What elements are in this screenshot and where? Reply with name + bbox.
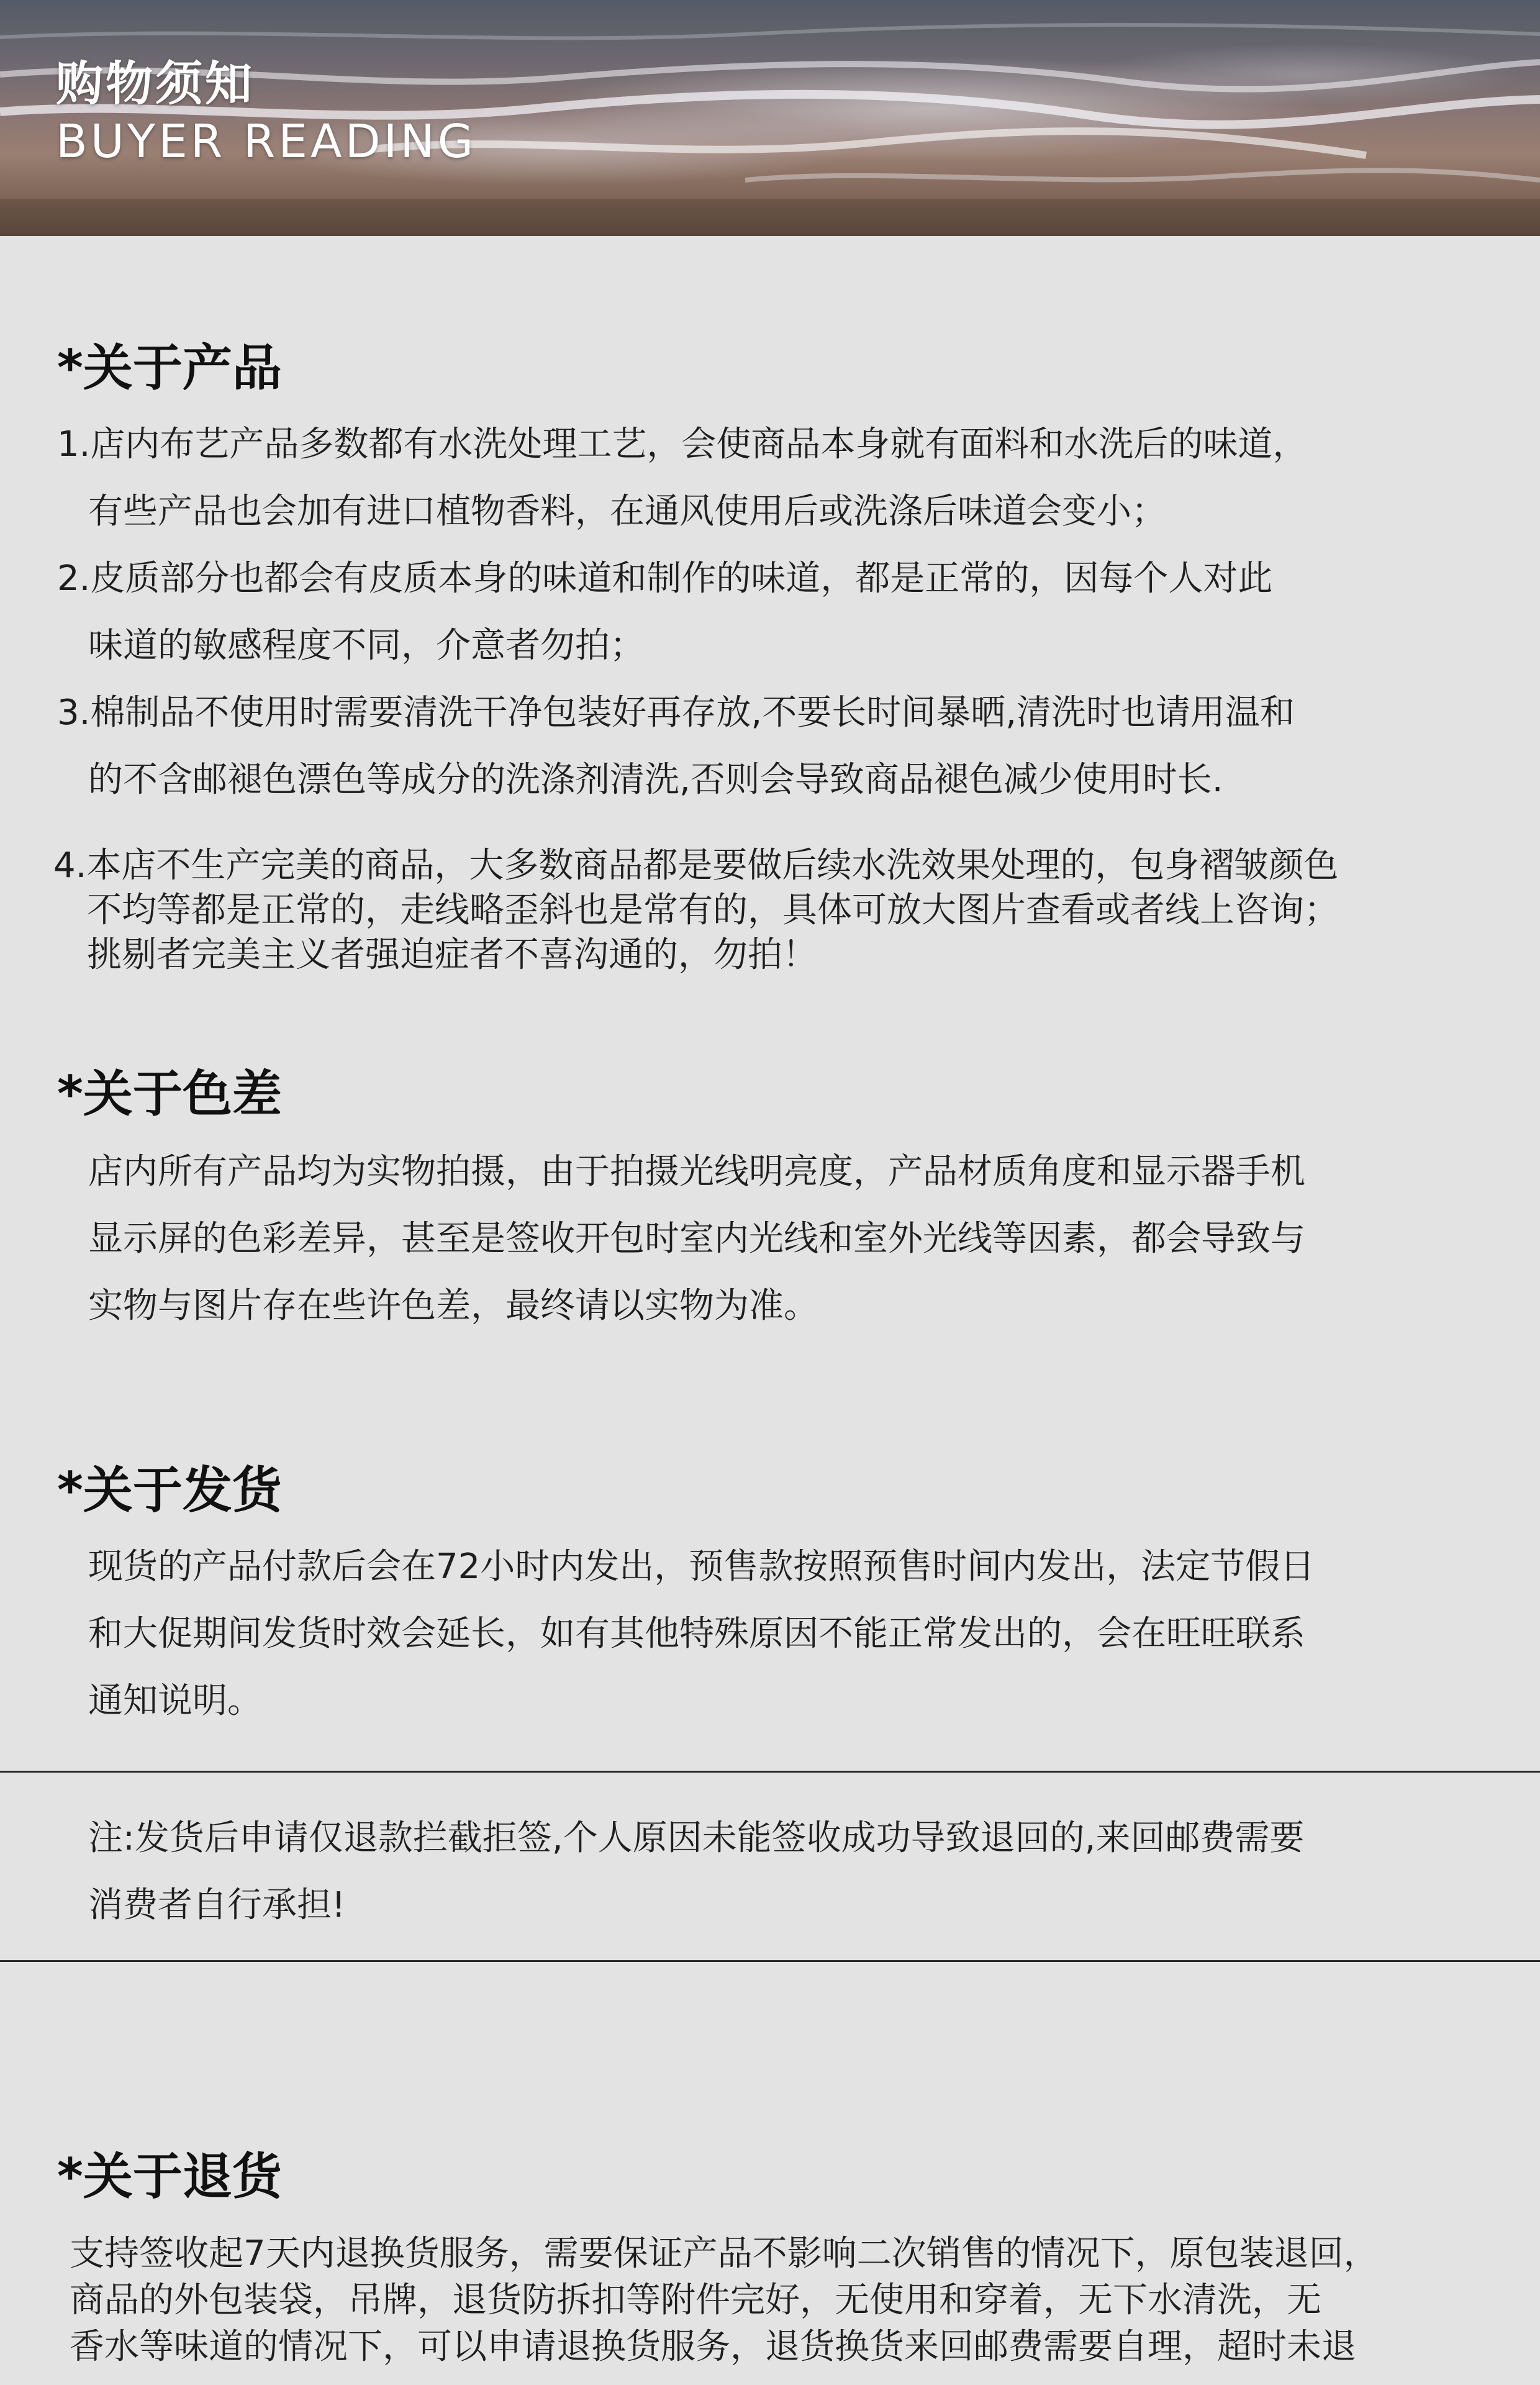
banner-subtitle: BUYER READING [56,115,477,168]
shipping-note-line-2: 消费者自行承担! [88,1885,346,1925]
product-item-2-line-1: 2.皮质部分也都会有皮质本身的味道和制作的味道，都是正常的，因每个人对此 [57,558,1273,599]
color-line-1: 店内所有产品均为实物拍摄，由于拍摄光线明亮度，产品材质角度和显示器手机 [88,1152,1305,1192]
section-heading-returns: *关于退货 [57,2148,282,2206]
divider-bottom [0,1960,1540,1962]
product-item-4-line-2: 不均等都是正常的，走线略歪斜也是常有的，具体可放大图片查看或者线上咨询； [87,890,1339,930]
returns-line-2: 商品的外包装袋，吊牌，退货防拆扣等附件完好，无使用和穿着，无下水清洗，无 [70,2280,1321,2320]
product-item-4-line-1: 4.本店不生产完美的商品，大多数商品都是要做后续水洗效果处理的，包身褶皱颜色 [53,845,1339,886]
section-heading-color: *关于色差 [57,1065,282,1123]
product-item-1-line-2: 有些产品也会加有进口植物香料，在通风使用后或洗涤后味道会变小； [88,491,1166,532]
header-banner [0,0,1540,236]
shipping-note-line-1: 注:发货后申请仅退款拦截拒签,个人原因未能签收成功导致退回的,来回邮费需要 [88,1818,1305,1858]
color-line-2: 显示屏的色彩差异，甚至是签收开包时室内光线和室外光线等因素，都会导致与 [88,1219,1305,1259]
product-item-3-line-1: 3.棉制品不使用时需要清洗干净包装好再存放,不要长时间暴晒,清洗时也请用温和 [57,693,1295,733]
shipping-line-2: 和大促期间发货时效会延长，如有其他特殊原因不能正常发出的，会在旺旺联系 [88,1614,1305,1654]
banner-title: 购物须知 [56,56,255,111]
divider-top [0,1771,1540,1773]
section-heading-shipping: *关于发货 [57,1461,282,1519]
product-item-4-line-3: 挑剔者完美主义者强迫症者不喜沟通的，勿拍！ [87,935,817,975]
color-line-3: 实物与图片存在些许色差，最终请以实物为准。 [88,1286,818,1326]
returns-line-1: 支持签收起7天内退换货服务，需要保证产品不影响二次销售的情况下，原包装退回， [70,2233,1379,2274]
product-item-3-line-2: 的不含邮褪色漂色等成分的洗涤剂清洗,否则会导致商品褪色减少使用时长. [88,760,1223,800]
product-item-1-line-1: 1.店内布艺产品多数都有水洗处理工艺，会使商品本身就有面料和水洗后的味道， [57,424,1308,465]
product-item-2-line-2: 味道的敏感程度不同，介意者勿拍； [88,625,645,666]
section-heading-product: *关于产品 [57,339,282,397]
shipping-line-3: 通知说明。 [88,1681,262,1721]
shipping-line-1: 现货的产品付款后会在72小时内发出，预售款按照预售时间内发出，法定节假日 [88,1547,1315,1587]
returns-line-3: 香水等味道的情况下，可以申请退换货服务，退货换货来回邮费需要自理，超时未退 [70,2327,1356,2367]
